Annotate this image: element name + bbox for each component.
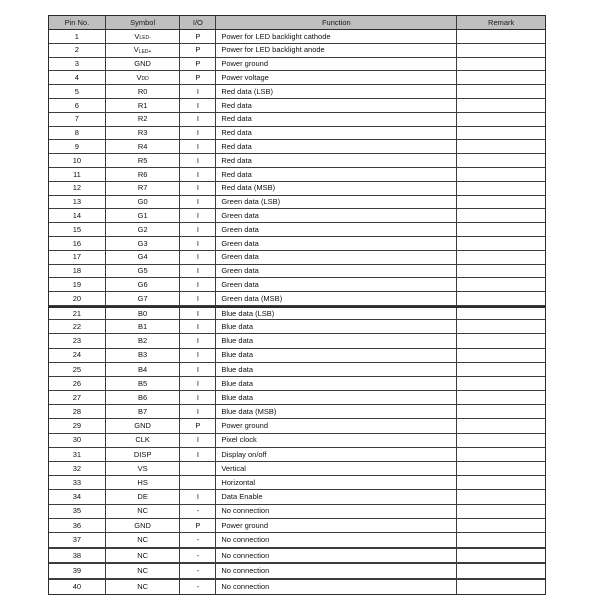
cell-symbol (106, 363, 181, 376)
symbol-base: G1 (137, 211, 148, 220)
cell-symbol (106, 405, 181, 418)
symbol-base: B0 (138, 308, 148, 318)
symbol-base: B4 (138, 364, 148, 374)
cell-pin-no: 31 (49, 448, 106, 461)
cell-function: Horizontal (216, 476, 457, 489)
symbol-subscript: LED+ (138, 48, 152, 55)
cell-remark (457, 533, 545, 547)
cell-pin-no: 14 (49, 209, 106, 222)
cell-pin-no: 40 (49, 580, 106, 594)
cell-symbol (106, 154, 181, 167)
symbol-base: R2 (137, 114, 148, 124)
cell-symbol (106, 182, 181, 195)
cell-remark (457, 223, 545, 236)
symbol-base: G4 (137, 252, 148, 262)
table-row (49, 419, 545, 433)
cell-io: P (180, 419, 216, 432)
cell-pin-no: 11 (49, 168, 106, 181)
symbol-base: V (133, 45, 139, 55)
table-row (49, 223, 545, 237)
cell-function: Pixel clock (216, 434, 457, 447)
cell-symbol (106, 419, 181, 432)
cell-remark (457, 419, 545, 432)
cell-function: Power for LED backlight cathode (216, 30, 457, 43)
cell-symbol (106, 223, 181, 236)
symbol-base: B1 (138, 321, 148, 331)
cell-symbol (106, 334, 181, 347)
cell-function: Blue data (216, 391, 457, 404)
cell-symbol (106, 85, 181, 98)
cell-pin-no: 3 (49, 58, 106, 71)
cell-symbol (106, 127, 181, 140)
table-row (49, 196, 545, 210)
table-row (49, 363, 545, 377)
cell-remark (457, 580, 545, 594)
cell-io: I (180, 434, 216, 447)
cell-remark (457, 44, 545, 57)
cell-symbol (106, 320, 181, 333)
cell-function: No connection (216, 505, 457, 518)
cell-pin-no: 5 (49, 85, 106, 98)
cell-pin-no: 10 (49, 154, 106, 167)
cell-symbol (106, 30, 181, 43)
symbol-base: R3 (137, 128, 148, 138)
cell-symbol (106, 168, 181, 181)
cell-io: I (180, 490, 216, 503)
symbol-base: NC (137, 566, 149, 576)
cell-io: I (180, 265, 216, 278)
table-row (49, 292, 545, 306)
cell-remark (457, 154, 545, 167)
table-row (49, 434, 545, 448)
table-row (49, 265, 545, 279)
cell-io: I (180, 292, 216, 305)
cell-pin-no: 26 (49, 377, 106, 390)
cell-remark (457, 363, 545, 376)
cell-symbol (106, 140, 181, 153)
symbol-base: G2 (137, 224, 148, 234)
cell-pin-no: 4 (49, 71, 106, 84)
cell-symbol (106, 278, 181, 291)
table-row (49, 349, 545, 363)
cell-function: Display on/off (216, 448, 457, 461)
cell-pin-no: 17 (49, 251, 106, 264)
symbol-base: DE (137, 492, 148, 502)
cell-remark (457, 30, 545, 43)
symbol-base: DISP (133, 449, 152, 459)
cell-io (180, 476, 216, 489)
cell-symbol (106, 377, 181, 390)
cell-io: I (180, 334, 216, 347)
cell-io (180, 462, 216, 475)
cell-remark (457, 278, 545, 291)
table-row (49, 154, 545, 168)
cell-pin-no: 13 (49, 196, 106, 209)
cell-function: Vertical (216, 462, 457, 475)
cell-io: I (180, 127, 216, 140)
table-row (49, 140, 545, 154)
cell-pin-no: 12 (49, 182, 106, 195)
cell-symbol (106, 549, 181, 562)
cell-io: - (180, 549, 216, 562)
cell-remark (457, 391, 545, 404)
cell-remark (457, 292, 545, 305)
cell-pin-no: 2 (49, 44, 106, 57)
table-row (49, 391, 545, 405)
cell-symbol (106, 292, 181, 305)
cell-function: Blue data (LSB) (216, 308, 457, 319)
cell-io: P (180, 44, 216, 57)
table-row (49, 548, 545, 563)
cell-io: I (180, 391, 216, 404)
cell-remark (457, 490, 545, 503)
cell-function: Green data (216, 223, 457, 236)
cell-symbol (106, 519, 181, 532)
cell-io: I (180, 85, 216, 98)
cell-io: I (180, 99, 216, 112)
symbol-base: GND (134, 59, 151, 69)
cell-symbol (106, 391, 181, 404)
cell-function: Red data (MSB) (216, 182, 457, 195)
cell-remark (457, 71, 545, 84)
cell-pin-no: 32 (49, 462, 106, 475)
cell-io: P (180, 58, 216, 71)
cell-function: Blue data (216, 363, 457, 376)
cell-function: Blue data (216, 320, 457, 333)
cell-remark (457, 377, 545, 390)
cell-symbol (106, 580, 181, 594)
cell-pin-no: 7 (49, 113, 106, 126)
cell-symbol (106, 349, 181, 362)
cell-io: - (180, 505, 216, 518)
cell-function: Green data (LSB) (216, 196, 457, 209)
cell-function: No connection (216, 549, 457, 562)
cell-io: P (180, 71, 216, 84)
cell-remark (457, 85, 545, 98)
cell-symbol (106, 44, 181, 57)
cell-function: Green data (216, 278, 457, 291)
cell-remark (457, 462, 545, 475)
cell-function: Red data (LSB) (216, 85, 457, 98)
cell-remark (457, 334, 545, 347)
cell-io: I (180, 168, 216, 181)
cell-remark (457, 237, 545, 250)
cell-io: I (180, 448, 216, 461)
symbol-base: CLK (135, 435, 150, 445)
table-row (49, 209, 545, 223)
cell-pin-no: 29 (49, 419, 106, 432)
cell-remark (457, 209, 545, 222)
symbol-base: G5 (137, 266, 148, 276)
cell-io: I (180, 405, 216, 418)
header-cell-symbol: Symbol (106, 16, 181, 29)
table-row (49, 58, 545, 72)
cell-pin-no: 24 (49, 349, 106, 362)
header-cell-io: I/O (180, 16, 216, 29)
table-row (49, 320, 545, 334)
table-row (49, 377, 545, 391)
cell-function: Power ground (216, 419, 457, 432)
cell-function: Blue data (216, 377, 457, 390)
cell-io: I (180, 320, 216, 333)
symbol-subscript: LED- (139, 34, 151, 41)
table-row (49, 237, 545, 251)
cell-function: Green data (216, 265, 457, 278)
cell-io: P (180, 30, 216, 43)
cell-io: I (180, 237, 216, 250)
cell-remark (457, 320, 545, 333)
symbol-base: G6 (137, 279, 148, 289)
cell-pin-no: 1 (49, 30, 106, 43)
cell-pin-no: 39 (49, 564, 106, 577)
cell-pin-no: 23 (49, 334, 106, 347)
cell-io: - (180, 533, 216, 547)
cell-function: Blue data (MSB) (216, 405, 457, 418)
table-body (49, 30, 545, 594)
table-row (49, 519, 545, 533)
cell-remark (457, 434, 545, 447)
cell-function: Green data (216, 209, 457, 222)
cell-pin-no: 36 (49, 519, 106, 532)
symbol-base: R4 (137, 142, 148, 152)
symbol-subscript: DD (141, 76, 149, 83)
cell-io: I (180, 154, 216, 167)
cell-function: Data Enable (216, 490, 457, 503)
cell-io: I (180, 182, 216, 195)
table-row (49, 505, 545, 519)
cell-io: I (180, 140, 216, 153)
cell-pin-no: 19 (49, 278, 106, 291)
symbol-base: V (136, 73, 142, 83)
table-row (49, 462, 545, 476)
symbol-base: G3 (137, 238, 148, 248)
symbol-base: GND (134, 520, 151, 530)
cell-function: Red data (216, 168, 457, 181)
cell-remark (457, 140, 545, 153)
cell-remark (457, 448, 545, 461)
table-row (49, 533, 545, 548)
cell-remark (457, 405, 545, 418)
cell-symbol (106, 209, 181, 222)
cell-function: Power for LED backlight anode (216, 44, 457, 57)
cell-symbol (106, 564, 181, 577)
symbol-base: R1 (137, 100, 148, 110)
cell-pin-no: 28 (49, 405, 106, 418)
pin-assignment-table (48, 15, 546, 595)
cell-function: Power voltage (216, 71, 457, 84)
header-cell-function: Function (216, 16, 457, 29)
cell-pin-no: 20 (49, 292, 106, 305)
table-row (49, 448, 545, 462)
cell-function: Green data (216, 251, 457, 264)
cell-symbol (106, 71, 181, 84)
cell-io: - (180, 580, 216, 594)
cell-pin-no: 33 (49, 476, 106, 489)
table-row (49, 44, 545, 58)
table-row (49, 278, 545, 292)
cell-symbol (106, 448, 181, 461)
cell-symbol (106, 237, 181, 250)
cell-io: I (180, 308, 216, 319)
symbol-base: NC (137, 550, 149, 560)
cell-function: Blue data (216, 349, 457, 362)
cell-symbol (106, 434, 181, 447)
cell-pin-no: 38 (49, 549, 106, 562)
cell-remark (457, 168, 545, 181)
header-row (49, 16, 545, 30)
cell-function: Power ground (216, 58, 457, 71)
cell-remark (457, 505, 545, 518)
header-cell-pin-no: Pin No. (49, 16, 106, 29)
cell-remark (457, 519, 545, 532)
cell-pin-no: 30 (49, 434, 106, 447)
table-row (49, 405, 545, 419)
cell-io: I (180, 209, 216, 222)
cell-function: Red data (216, 127, 457, 140)
cell-symbol (106, 251, 181, 264)
cell-function: Green data (MSB) (216, 292, 457, 305)
table-row (49, 476, 545, 490)
table-row (49, 113, 545, 127)
cell-io: I (180, 349, 216, 362)
symbol-base: GND (134, 421, 151, 431)
cell-pin-no: 21 (49, 308, 106, 319)
symbol-base: HS (137, 478, 148, 488)
cell-io: I (180, 377, 216, 390)
cell-function: No connection (216, 533, 457, 547)
cell-io: P (180, 519, 216, 532)
cell-io: I (180, 363, 216, 376)
cell-pin-no: 35 (49, 505, 106, 518)
cell-symbol (106, 308, 181, 319)
symbol-base: B5 (138, 378, 148, 388)
cell-io: I (180, 113, 216, 126)
table-row (49, 251, 545, 265)
symbol-base: V (134, 31, 140, 41)
symbol-base: G7 (137, 293, 148, 303)
cell-function: No connection (216, 580, 457, 594)
cell-function: Blue data (216, 334, 457, 347)
header-cell-remark: Remark (488, 17, 515, 27)
cell-pin-no: 37 (49, 533, 106, 547)
symbol-base: R7 (137, 183, 148, 193)
cell-remark (457, 113, 545, 126)
table-row (49, 334, 545, 348)
cell-symbol (106, 476, 181, 489)
cell-remark (457, 308, 545, 319)
cell-pin-no: 25 (49, 363, 106, 376)
cell-symbol (106, 265, 181, 278)
cell-symbol (106, 99, 181, 112)
cell-remark (457, 196, 545, 209)
cell-pin-no: 9 (49, 140, 106, 153)
cell-pin-no: 8 (49, 127, 106, 140)
cell-pin-no: 27 (49, 391, 106, 404)
table-row (49, 182, 545, 196)
symbol-base: B3 (138, 350, 148, 360)
cell-pin-no: 6 (49, 99, 106, 112)
symbol-base: R0 (137, 86, 148, 96)
cell-io: I (180, 196, 216, 209)
symbol-base: R5 (137, 155, 148, 165)
cell-symbol (106, 196, 181, 209)
cell-io: - (180, 564, 216, 577)
cell-remark (457, 182, 545, 195)
cell-remark (457, 99, 545, 112)
table-row (49, 168, 545, 182)
table-row (49, 563, 545, 578)
cell-pin-no: 16 (49, 237, 106, 250)
cell-symbol (106, 58, 181, 71)
cell-symbol (106, 490, 181, 503)
cell-function: Power ground (216, 519, 457, 532)
cell-symbol (106, 533, 181, 547)
cell-remark (457, 349, 545, 362)
cell-pin-no: 18 (49, 265, 106, 278)
table-row (49, 127, 545, 141)
cell-function: Red data (216, 140, 457, 153)
table-row (49, 99, 545, 113)
table-row (49, 71, 545, 85)
cell-symbol (106, 113, 181, 126)
symbol-base: B6 (138, 392, 148, 402)
table-row (49, 30, 545, 44)
cell-remark (457, 127, 545, 140)
symbol-base: NC (137, 581, 149, 591)
cell-function: Green data (216, 237, 457, 250)
table-row (49, 490, 545, 504)
cell-function: No connection (216, 564, 457, 577)
cell-pin-no: 22 (49, 320, 106, 333)
cell-function: Red data (216, 99, 457, 112)
cell-remark (457, 251, 545, 264)
table-row (49, 85, 545, 99)
cell-function: Red data (216, 154, 457, 167)
symbol-base: NC (137, 535, 149, 545)
cell-remark (457, 265, 545, 278)
cell-io: I (180, 251, 216, 264)
symbol-base: B2 (138, 336, 148, 346)
cell-remark (457, 549, 545, 562)
table-row (49, 306, 545, 320)
cell-pin-no: 34 (49, 490, 106, 503)
cell-io: I (180, 223, 216, 236)
symbol-base: G0 (137, 197, 148, 207)
cell-remark (457, 58, 545, 71)
symbol-base: R6 (137, 169, 148, 179)
cell-symbol (106, 505, 181, 518)
cell-pin-no: 15 (49, 223, 106, 236)
symbol-base: B7 (138, 407, 148, 417)
symbol-base: VS (137, 463, 148, 473)
cell-io: I (180, 278, 216, 291)
cell-remark (457, 476, 545, 489)
symbol-base: NC (137, 506, 149, 516)
cell-remark (457, 564, 545, 577)
cell-function: Red data (216, 113, 457, 126)
table-row (49, 579, 545, 594)
cell-symbol (106, 462, 181, 475)
